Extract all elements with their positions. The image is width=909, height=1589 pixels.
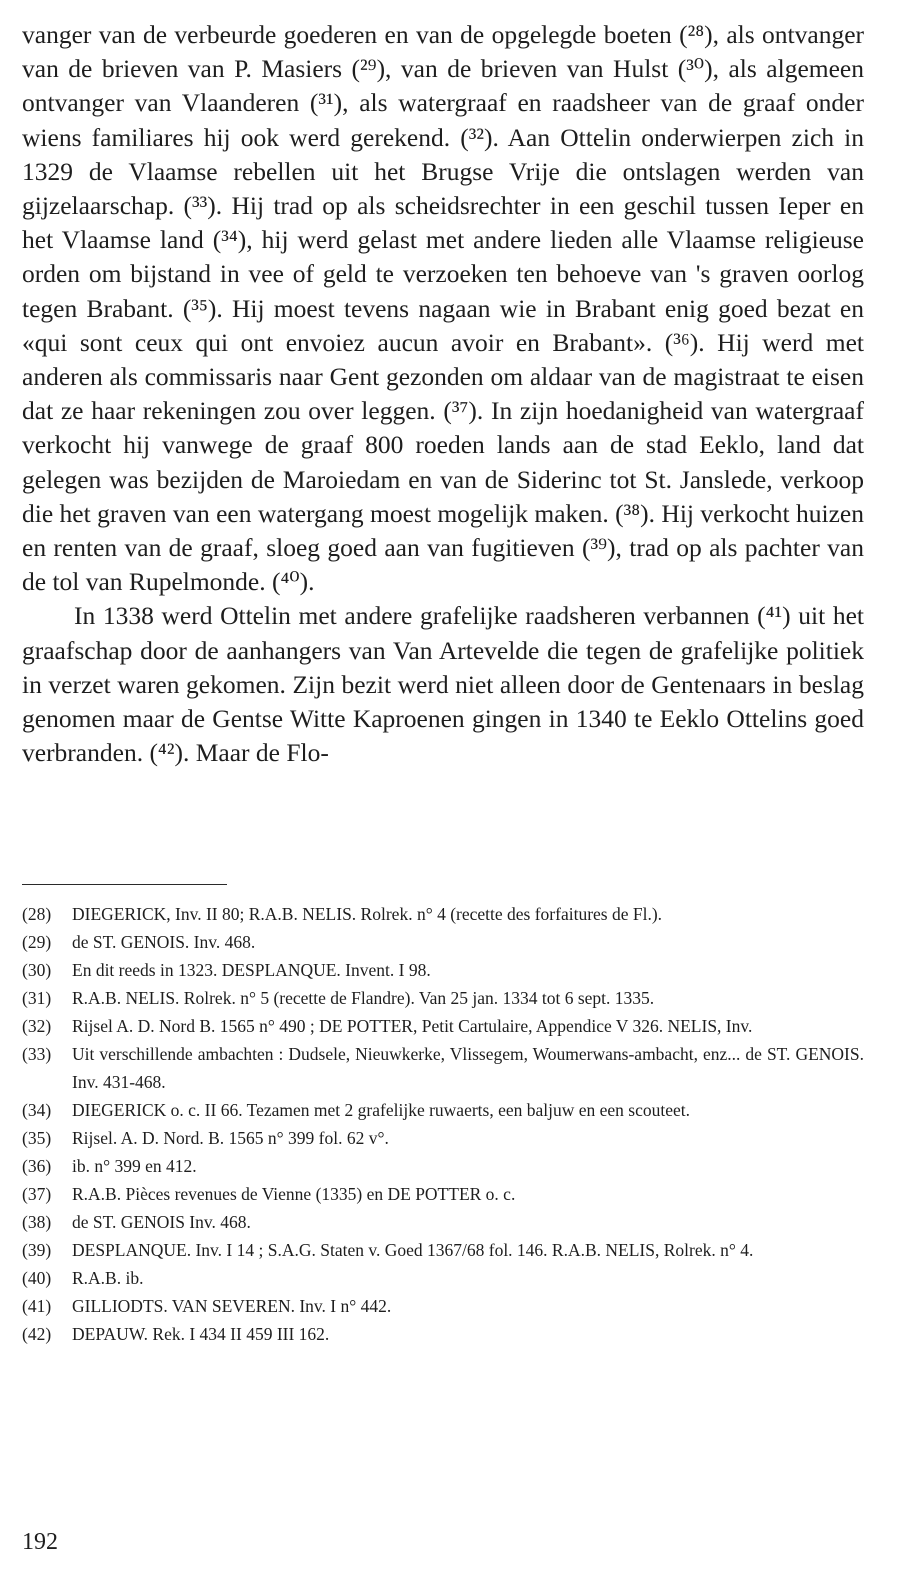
- footnote-number: (31): [22, 988, 52, 1008]
- footnote-text: Rijsel. A. D. Nord. B. 1565 n° 399 fol. 62 v°.: [72, 1128, 389, 1148]
- footnote-text: ib. n° 399 en 412.: [72, 1156, 197, 1176]
- footnote-number: (35): [22, 1128, 52, 1148]
- body-paragraph: vanger van de verbeurde goederen en van de opgelegde boeten (²⁸), als ontvanger van de brieven van P. Masiers (²⁹), van de brieven van Hulst (³⁰), als algemeen ontvanger van Vlaanderen (³¹), als watergraaf en raadsheer van de graaf onder wiens familiares hij ook werd gerekend. (³²). Aan Ottelin onderwierpen zich in 1329 de Vlaamse rebellen uit het Brugse Vrije die ontslagen werden van gijzelaarschap. (³³). Hij trad op als scheidsrechter in een geschil tussen Ieper en het Vlaamse land (³⁴), hij werd gelast met andere lieden alle Vlaamse religieuse orden om bijstand in vee of geld te verzoeken ten behoeve van 's graven oorlog tegen Brabant. (³⁵). Hij moest tevens nagaan wie in Brabant enig goed bezat en «qui sont ceux qui ont envoiez aucun avoir en Brabant». (³⁶). Hij werd met anderen als commissaris naar Gent gezonden om aldaar van de magistraat te eisen dat ze haar rekeningen zou over leggen. (³⁷). In zijn hoedanigheid van watergraaf verkocht hij vanwege de graaf 800 roeden lands aan de stad Eeklo, land dat gelegen was bezijden de Maroiedam en van de Siderinc tot St. Janslede, verkoop die het graven van een watergang moest mogelijk maken. (³⁸). Hij verkocht huizen en renten van de graaf, sloeg goed aan van fugitieven (³⁹), trad op als pachter van de tol van Rupelmonde. (⁴⁰).: [22, 20, 864, 597]
- footnote-number: (37): [22, 1184, 52, 1204]
- footnote-text: R.A.B. ib.: [72, 1268, 144, 1288]
- footnotes: [22, 900, 864, 1348]
- footnote: [22, 1152, 864, 1180]
- footnote-text: R.A.B. Pièces revenues de Vienne (1335) en DE POTTER o. c.: [72, 1184, 516, 1204]
- footnote-number: (38): [22, 1212, 52, 1232]
- footnote-divider: [22, 884, 227, 885]
- footnote-number: (33): [22, 1044, 52, 1064]
- footnote-text: de ST. GENOIS Inv. 468.: [72, 1212, 251, 1232]
- footnote-text: DIEGERICK o. c. II 66. Tezamen met 2 grafelijke ruwaerts, een baljuw en een scouteet.: [72, 1100, 691, 1120]
- footnote: [22, 900, 864, 928]
- footnote: [22, 956, 864, 984]
- footnote-number: (29): [22, 932, 52, 952]
- footnote-number: (28): [22, 904, 52, 924]
- page-number: 192: [22, 1529, 58, 1555]
- footnote: [22, 1236, 864, 1264]
- footnote-number: (32): [22, 1016, 52, 1036]
- footnote-number: (30): [22, 960, 52, 980]
- footnote-number: (39): [22, 1240, 52, 1260]
- body-paragraph: In 1338 werd Ottelin met andere grafelijke raadsheren verbannen (⁴¹) uit het graafschap door de aanhangers van Van Artevelde die tegen de grafelijke politiek in verzet waren gekomen. Zijn bezit werd niet alleen door de Gentenaars in beslag genomen maar de Gentse Witte Kaproenen gingen in 1340 te Eeklo Ottelins goed verbranden. (⁴²). Maar de Flo-: [22, 601, 864, 768]
- footnote: [22, 1124, 864, 1152]
- body-text: [22, 18, 864, 770]
- footnote: [22, 1040, 864, 1096]
- footnote: [22, 1096, 864, 1124]
- footnote: [22, 1292, 864, 1320]
- footnote-text: Uit verschillende ambachten : Dudsele, Nieuwkerke, Vlissegem, Woumerwans-ambacht, enz... de ST. GENOIS. Inv. 431-468.: [72, 1044, 864, 1092]
- footnote-text: R.A.B. NELIS. Rolrek. n° 5 (recette de Flandre). Van 25 jan. 1334 tot 6 sept. 1335.: [72, 988, 655, 1008]
- footnote-text: En dit reeds in 1323. DESPLANQUE. Invent. I 98.: [72, 960, 431, 980]
- footnote-number: (40): [22, 1268, 52, 1288]
- footnote-text: Rijsel A. D. Nord B. 1565 n° 490 ; DE POTTER, Petit Cartulaire, Appendice V 326. NELIS, Inv.: [72, 1016, 753, 1036]
- footnote: [22, 984, 864, 1012]
- footnote: [22, 1012, 864, 1040]
- footnote: [22, 928, 864, 956]
- footnote-number: (34): [22, 1100, 52, 1120]
- footnote-number: (41): [22, 1296, 52, 1316]
- footnote-text: DIEGERICK, Inv. II 80; R.A.B. NELIS. Rolrek. n° 4 (recette des forfaitures de Fl.).: [72, 904, 663, 924]
- footnote-text: DESPLANQUE. Inv. I 14 ; S.A.G. Staten v. Goed 1367/68 fol. 146. R.A.B. NELIS, Rolrek. n° 4.: [72, 1240, 754, 1260]
- footnote-text: de ST. GENOIS. Inv. 468.: [72, 932, 256, 952]
- footnote-text: GILLIODTS. VAN SEVEREN. Inv. I n° 442.: [72, 1296, 392, 1316]
- footnote: [22, 1208, 864, 1236]
- footnote: [22, 1180, 864, 1208]
- footnote: [22, 1264, 864, 1292]
- footnote-text: DEPAUW. Rek. I 434 II 459 III 162.: [72, 1324, 330, 1344]
- footnote-number: (36): [22, 1156, 52, 1176]
- footnote: [22, 1320, 864, 1348]
- footnote-number: (42): [22, 1324, 52, 1344]
